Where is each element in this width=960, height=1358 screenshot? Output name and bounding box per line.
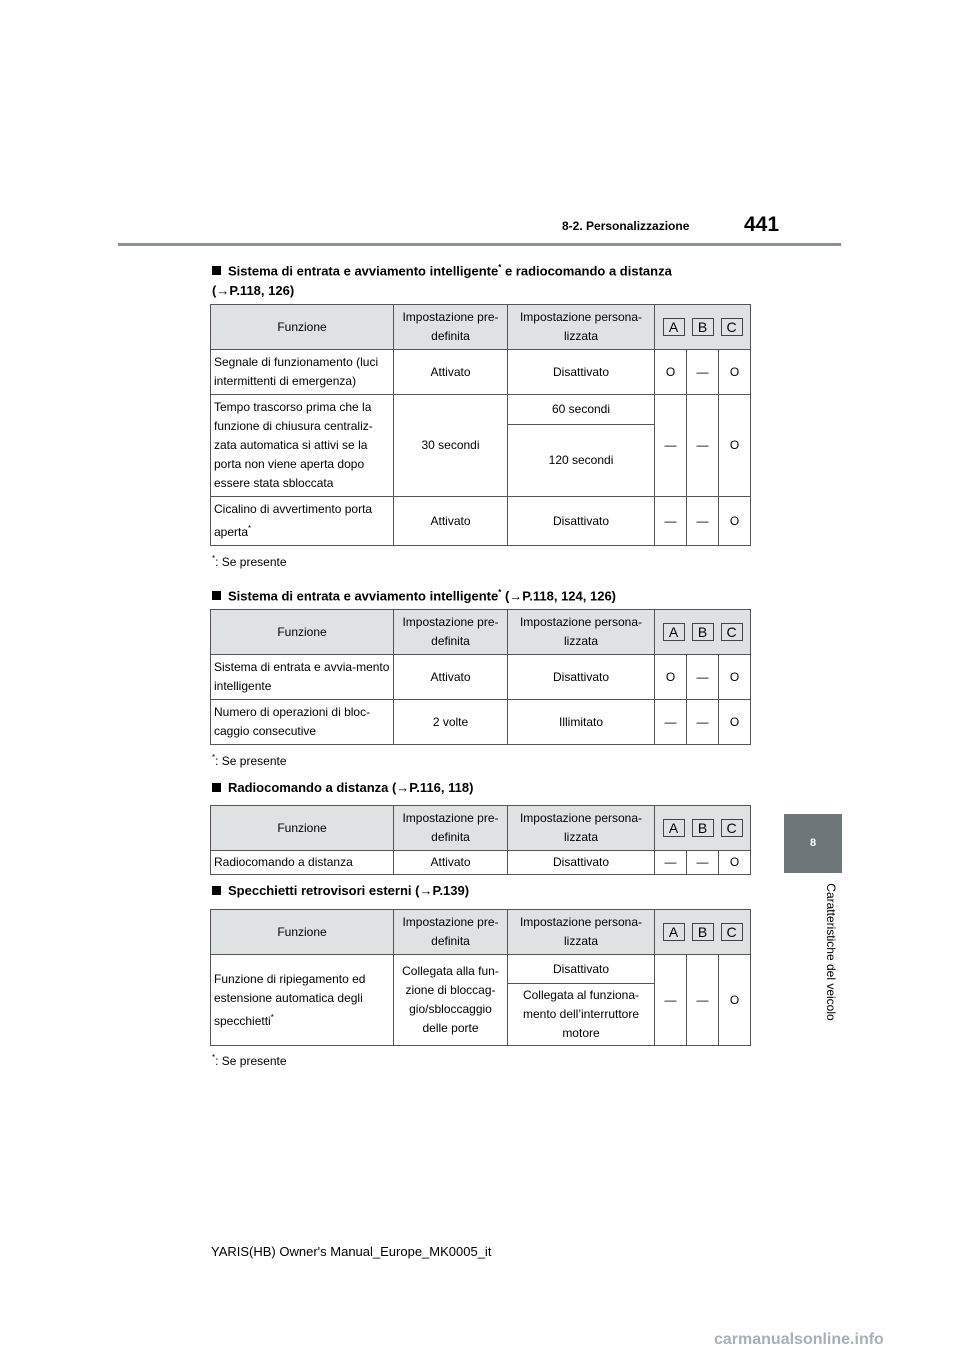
table-header-row: Funzione Impostazione pre-definita Impostazione persona-lizzata A B C [211, 910, 751, 955]
label-c: C [721, 923, 743, 941]
footnote-2: *: Se presente [212, 753, 287, 768]
section-ref-1: (→P.118, 126) [212, 283, 295, 299]
section-title-1: Sistema di entrata e avviamento intelligente* e radiocomando a distanza (→P.118, 126) [212, 258, 672, 301]
settings-table-1 [210, 304, 751, 546]
table-row: Funzione di ripiegamento ed estensione automatica degli specchietti* Collegata alla fun-zione di bloccag-gio/sbloccaggio delle porte Disattivato Collegata al funziona-mento dell’interruttore motore — — O [211, 955, 751, 1046]
section-title-4: Specchietti retrovisori esterni (→P.139) [212, 881, 469, 901]
col-funzione: Funzione [211, 305, 394, 350]
table-row: Tempo trascorso prima che la funzione di chiusura centraliz-zata automatica si attivi se la porta non viene aperta dopo essere stata sbloccata 30 secondi 60 secondi 120 secondi — — O [211, 395, 751, 497]
square-bullet-icon [212, 591, 221, 600]
col-abc [655, 305, 751, 350]
settings-table-4 [210, 909, 751, 1046]
label-b: B [692, 819, 714, 837]
table-header-row: Funzione Impostazione pre-definita Impostazione persona-lizzata A B C [211, 806, 751, 851]
col-custom: Impostazione persona-lizzata [508, 305, 655, 350]
square-bullet-icon [212, 266, 221, 275]
footer-doc-id: YARIS(HB) Owner's Manual_Europe_MK0005_it [211, 1244, 492, 1259]
footnote-1: *: Se presente [212, 554, 287, 569]
label-a: A [663, 819, 685, 837]
table-header-row: Funzione Impostazione pre-definita Impostazione persona-lizzata A B C [211, 610, 751, 655]
watermark: carmanualsonline.info [714, 1331, 884, 1348]
label-b: B [692, 923, 714, 941]
footnote-4: *: Se presente [212, 1053, 287, 1068]
label-c: C [721, 318, 743, 336]
settings-table-2 [210, 609, 751, 745]
table-row: Sistema di entrata e avvia-mento intelligente Attivato Disattivato O — O [211, 655, 751, 700]
page-number: 441 [744, 213, 780, 236]
chapter-tab: 8 [784, 814, 842, 873]
label-b: B [692, 623, 714, 641]
square-bullet-icon [212, 886, 221, 895]
header-divider [118, 243, 841, 246]
section-title-2: Sistema di entrata e avviamento intelligente* (→P.118, 124, 126) [212, 583, 616, 606]
table-header-row [211, 305, 751, 350]
label-c: C [721, 819, 743, 837]
table-row: Cicalino di avvertimento porta aperta* Attivato Disattivato — — O [211, 497, 751, 546]
chapter-label: Caratteristiche del veicolo [824, 883, 838, 1021]
table-row: Radiocomando a distanza Attivato Disattivato — — O [211, 851, 751, 875]
settings-table-3 [210, 805, 751, 875]
label-a: A [663, 318, 685, 336]
square-bullet-icon [212, 783, 221, 792]
section-title-3: Radiocomando a distanza (→P.116, 118) [212, 778, 473, 798]
table-row: Numero di operazioni di bloc-caggio consecutive 2 volte Illimitato — — O [211, 700, 751, 745]
label-b: B [692, 318, 714, 336]
table-row: Segnale di funzionamento (luci intermittenti di emergenza) Attivato Disattivato O — O [211, 350, 751, 395]
label-a: A [663, 623, 685, 641]
section-heading: 8-2. Personalizzazione [562, 219, 690, 233]
col-preset: Impostazione pre-definita [394, 305, 508, 350]
label-a: A [663, 923, 685, 941]
label-c: C [721, 623, 743, 641]
